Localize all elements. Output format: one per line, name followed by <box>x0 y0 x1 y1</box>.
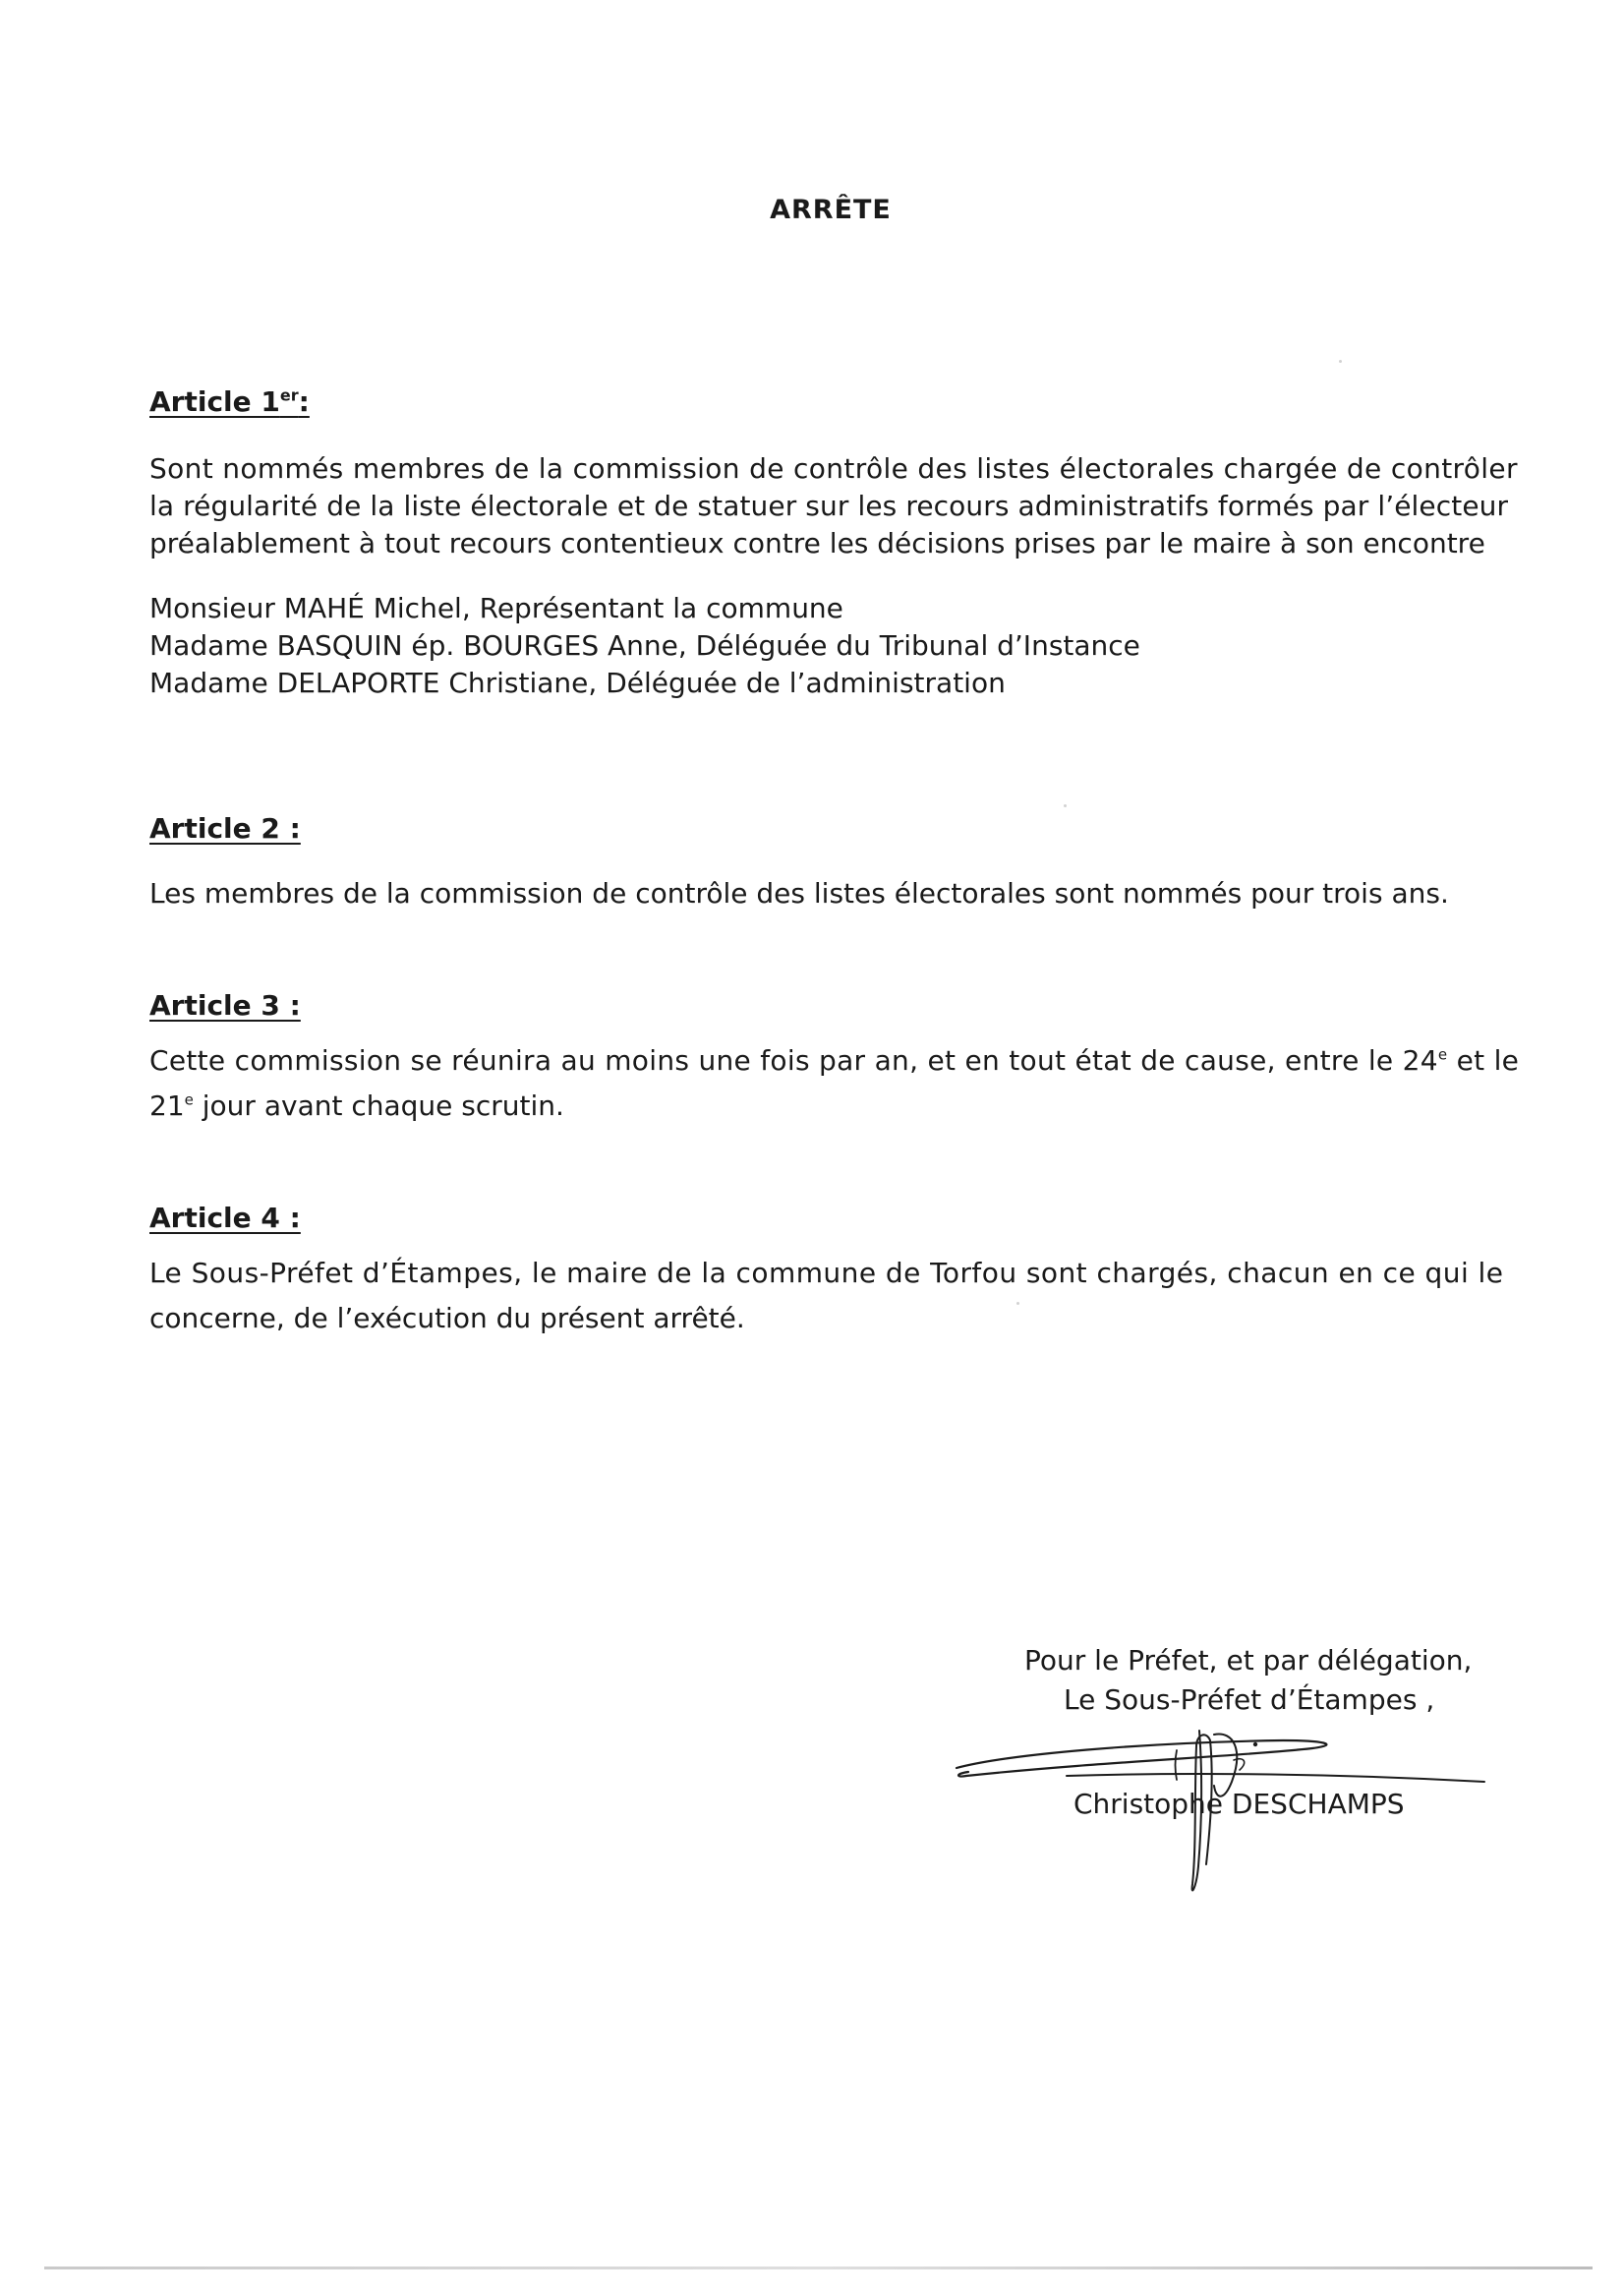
article-1-body-line-1: Sont nommés membres de la commission de contrôle des listes électorales chargée de contrôler <box>149 452 1518 485</box>
article-4-body-line-1: Le Sous-Préfet d’Étampes, le maire de la commune de Torfou sont chargés, chacun en ce qui le <box>149 1257 1504 1289</box>
signature-line-1: Pour le Préfet, et par délégation, <box>1024 1644 1473 1677</box>
member-item: Madame BASQUIN ép. BOURGES Anne, Déléguée du Tribunal d’Instance <box>149 629 1140 662</box>
signature-line-2: Le Sous-Préfet d’Étampes , <box>1064 1683 1435 1716</box>
scan-speck <box>1064 804 1067 807</box>
article-3-body-line-2 <box>149 1089 564 1122</box>
article-1-heading-sup: er <box>279 385 299 405</box>
scan-speck <box>1016 1302 1019 1305</box>
article-1-body-line-2: la régularité de la liste électorale et de statuer sur les recours administratifs formés par l’électeur <box>149 490 1509 522</box>
article-3-body-line-1 <box>149 1044 1519 1077</box>
article-3-text: et le <box>1447 1044 1520 1077</box>
article-2-body: Les membres de la commission de contrôle des listes électorales sont nommés pour trois ans. <box>149 877 1449 910</box>
signatory-name: Christophe DESCHAMPS <box>1073 1788 1405 1820</box>
member-list <box>149 590 1140 702</box>
ordinal-suffix: e <box>184 1090 194 1109</box>
article-3-text: jour avant chaque scrutin. <box>193 1089 564 1122</box>
article-1-body-line-3: préalablement à tout recours contentieux contre les décisions prises par le maire à son encontre <box>149 527 1485 559</box>
article-3-text: Cette commission se réunira au moins une fois par an, et en tout état de cause, entre le 24 <box>149 1044 1438 1077</box>
article-1-heading <box>149 385 310 418</box>
article-1-heading-suffix: : <box>298 385 310 418</box>
article-3-text: 21 <box>149 1089 185 1122</box>
document-title: ARRÊTE <box>770 195 892 225</box>
handwritten-signature <box>949 1691 1499 1908</box>
article-4-heading: Article 4 : <box>149 1202 301 1234</box>
article-3-heading: Article 3 : <box>149 989 301 1022</box>
article-1-heading-text: Article 1 <box>149 385 280 418</box>
member-item: Madame DELAPORTE Christiane, Déléguée de l’administration <box>149 667 1006 699</box>
article-2-heading: Article 2 : <box>149 812 301 845</box>
ordinal-suffix: e <box>1437 1045 1448 1064</box>
scan-speck <box>1339 360 1342 363</box>
page-bottom-rule <box>44 2267 1593 2269</box>
member-item: Monsieur MAHÉ Michel, Représentant la commune <box>149 592 843 624</box>
article-4-body-line-2: concerne, de l’exécution du présent arrêté. <box>149 1302 745 1334</box>
